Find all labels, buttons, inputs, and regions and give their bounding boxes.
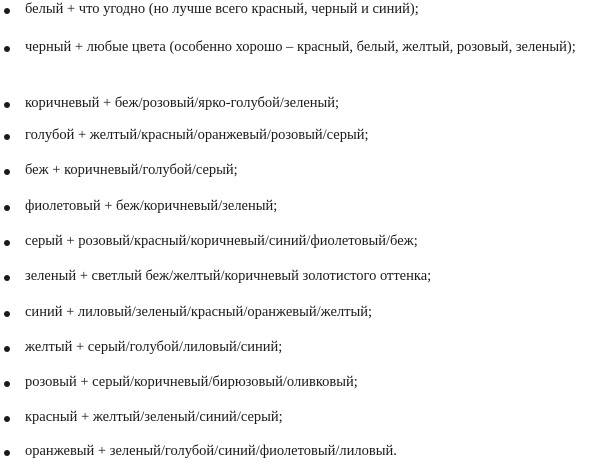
- list-item-text: коричневый + беж/розовый/ярко-голубой/зеленый;: [25, 95, 340, 111]
- bullet-icon: [4, 416, 10, 422]
- bullet-icon: [4, 381, 10, 387]
- bullet-icon: [4, 275, 10, 281]
- bullet-icon: [4, 8, 10, 14]
- bullet-icon: [4, 46, 10, 52]
- bullet-icon: [4, 169, 10, 175]
- list-item-text: серый + розовый/красный/коричневый/синий/фиолетовый/беж;: [25, 233, 418, 249]
- list-item-text: беж + коричневый/голубой/серый;: [25, 162, 238, 178]
- list-item-text: голубой + желтый/красный/оранжевый/розовый/серый;: [25, 127, 369, 143]
- list-item-text: синий + лиловый/зеленый/красный/оранжевый/желтый;: [25, 304, 373, 320]
- list-item-text: красный + желтый/зеленый/синий/серый;: [25, 409, 283, 425]
- bullet-icon: [4, 134, 10, 140]
- bullet-icon: [4, 346, 10, 352]
- list-item-text: оранжевый + зеленый/голубой/синий/фиолетовый/лиловый.: [25, 443, 397, 459]
- bullet-icon: [4, 450, 10, 456]
- list-item-text: черный + любые цвета (особенно хорошо – красный, белый, желтый, розовый, зеленый);: [25, 39, 576, 55]
- bullet-icon: [4, 311, 10, 317]
- list-item-text: желтый + серый/голубой/лиловый/синий;: [25, 339, 283, 355]
- bullet-icon: [4, 205, 10, 211]
- bullet-icon: [4, 240, 10, 246]
- list-item-text: зеленый + светлый беж/желтый/коричневый золотистого оттенка;: [25, 268, 432, 284]
- list-item-text: розовый + серый/коричневый/бирюзовый/оливковый;: [25, 374, 358, 390]
- bullet-icon: [4, 102, 10, 108]
- list-item-text: фиолетовый + беж/коричневый/зеленый;: [25, 198, 278, 214]
- list-item-text: белый + что угодно (но лучше всего красный, черный и синий);: [25, 1, 419, 17]
